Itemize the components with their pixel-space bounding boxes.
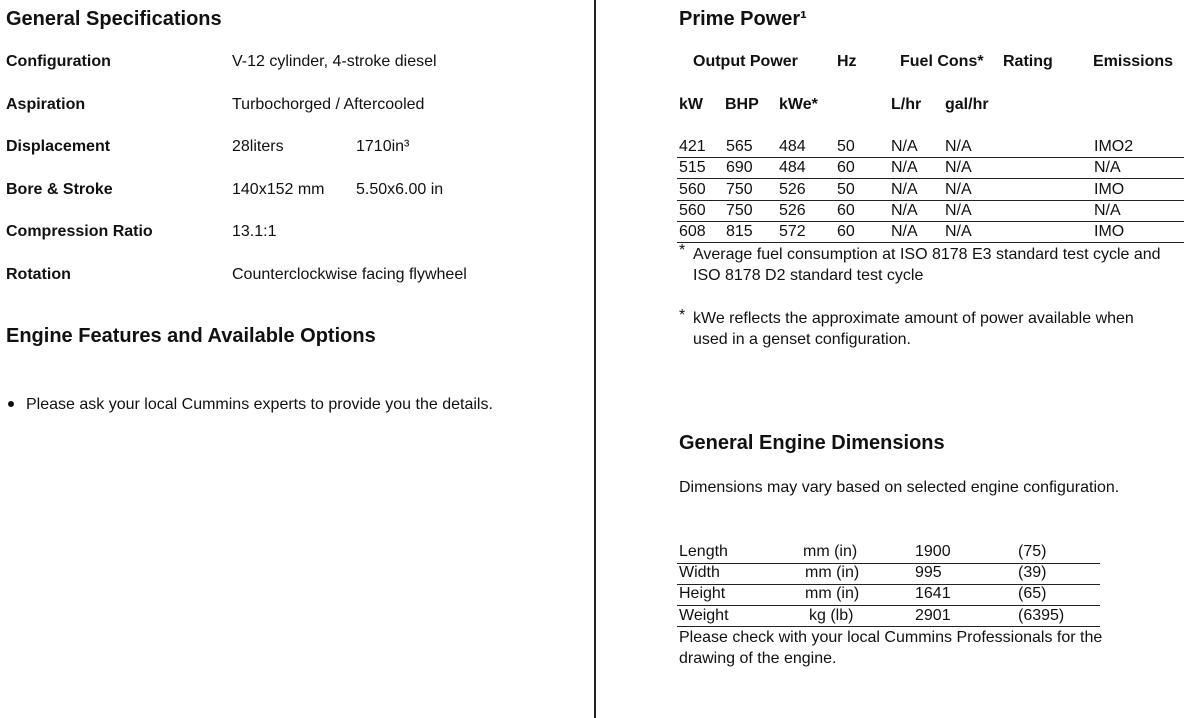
header-output-power: Output Power [693, 53, 798, 70]
dim-alt-value: (75) [1018, 543, 1047, 560]
cell-galhr: N/A [945, 202, 972, 219]
subheader-lhr: L/hr [891, 96, 922, 113]
spec-value-rotation: Counterclockwise facing flywheel [232, 266, 467, 283]
dim-name: Length [679, 543, 728, 560]
footnote-fuel-line2: ISO 8178 D2 standard test cycle [693, 267, 924, 284]
footnote-fuel-line1: Average fuel consumption at ISO 8178 E3 standard test cycle and [693, 246, 1161, 263]
row-divider [677, 221, 1184, 222]
cell-kwe: 484 [779, 159, 806, 176]
column-divider [594, 0, 596, 718]
cell-kwe: 526 [779, 202, 806, 219]
cell-hz: 50 [837, 181, 855, 198]
spec-value-aspiration: Turbochorged / Aftercooled [232, 96, 425, 113]
cell-galhr: N/A [945, 138, 972, 155]
subheader-kw: kW [679, 96, 703, 113]
cell-kw: 515 [679, 159, 706, 176]
cell-kwe: 572 [779, 223, 806, 240]
cell-kwe: 484 [779, 138, 806, 155]
bullet-icon [8, 401, 14, 407]
drawing-note-line2: drawing of the engine. [679, 650, 837, 667]
cell-bhp: 750 [726, 202, 753, 219]
spec-label-rotation: Rotation [6, 266, 71, 283]
spec-label-configuration: Configuration [6, 53, 111, 70]
drawing-note-line1: Please check with your local Cummins Professionals for the [679, 629, 1103, 646]
dim-value: 1900 [915, 543, 951, 560]
header-emissions: Emissions [1093, 53, 1174, 70]
dim-alt-value: (6395) [1018, 607, 1065, 624]
dimensions-title: General Engine Dimensions [679, 432, 945, 454]
dimensions-note: Dimensions may vary based on selected engine configuration. [679, 479, 1120, 496]
dim-value: 2901 [915, 607, 951, 624]
cell-emissions: N/A [1094, 159, 1121, 176]
cell-emissions: IMO [1094, 181, 1125, 198]
features-bullet-text: Please ask your local Cummins experts to provide you the details. [26, 396, 493, 413]
header-hz: Hz [837, 53, 857, 70]
cell-bhp: 690 [726, 159, 753, 176]
dim-name: Weight [679, 607, 729, 624]
subheader-galhr: gal/hr [945, 96, 989, 113]
general-specifications-title: General Specifications [6, 8, 222, 30]
spec-label-compression-ratio: Compression Ratio [6, 223, 153, 240]
header-rating: Rating [1003, 53, 1053, 70]
prime-power-title: Prime Power¹ [679, 8, 807, 30]
subheader-kwe: kWe* [779, 96, 818, 113]
dim-unit: mm (in) [803, 543, 858, 560]
cell-galhr: N/A [945, 181, 972, 198]
cell-kw: 421 [679, 138, 706, 155]
cell-lhr: N/A [891, 138, 918, 155]
cell-hz: 60 [837, 159, 855, 176]
dim-name: Width [679, 564, 720, 581]
spec-value-bore-stroke: 140x152 mm [232, 181, 325, 198]
spec-value2-displacement: 1710in³ [356, 138, 410, 155]
dim-name: Height [679, 585, 726, 602]
features-bullet-item [8, 396, 493, 414]
cell-galhr: N/A [945, 223, 972, 240]
cell-emissions: N/A [1094, 202, 1121, 219]
footnote-kwe-line1: kWe reflects the approximate amount of power available when [693, 310, 1134, 327]
subheader-bhp: BHP [725, 96, 759, 113]
spec-value-compression-ratio: 13.1:1 [232, 223, 277, 240]
dim-value: 1641 [915, 585, 951, 602]
spec-value-configuration: V-12 cylinder, 4-stroke diesel [232, 53, 437, 70]
cell-bhp: 815 [726, 223, 753, 240]
dim-value: 995 [915, 564, 942, 581]
cell-kw: 560 [679, 181, 706, 198]
dim-unit: mm (in) [805, 564, 860, 581]
cell-lhr: N/A [891, 181, 918, 198]
footnote-fuel-consumption [693, 244, 1193, 286]
cell-lhr: N/A [891, 202, 918, 219]
cell-lhr: N/A [891, 159, 918, 176]
row-divider [677, 605, 1100, 606]
spec-value2-bore-stroke: 5.50x6.00 in [356, 181, 444, 198]
engine-features-title: Engine Features and Available Options [6, 325, 376, 347]
dim-unit: kg (lb) [809, 607, 854, 624]
dim-unit: mm (in) [805, 585, 860, 602]
footnote-kwe [693, 308, 1193, 350]
footnote-star: * [679, 307, 686, 324]
cell-hz: 60 [837, 202, 855, 219]
footnote-star: * [679, 242, 686, 259]
cell-galhr: N/A [945, 159, 972, 176]
cell-lhr: N/A [891, 223, 918, 240]
row-divider [677, 200, 1184, 201]
row-divider [677, 178, 1184, 179]
cell-kw: 560 [679, 202, 706, 219]
footnote-kwe-line2: used in a genset configuration. [693, 331, 911, 348]
row-divider [677, 242, 1184, 243]
cell-hz: 50 [837, 138, 855, 155]
dim-alt-value: (39) [1018, 564, 1047, 581]
dim-alt-value: (65) [1018, 585, 1047, 602]
spec-label-aspiration: Aspiration [6, 96, 86, 113]
cell-hz: 60 [837, 223, 855, 240]
cell-kwe: 526 [779, 181, 806, 198]
cell-bhp: 750 [726, 181, 753, 198]
spec-value-displacement: 28liters [232, 138, 284, 155]
spec-label-displacement: Displacement [6, 138, 111, 155]
cell-kw: 608 [679, 223, 706, 240]
spec-label-bore-stroke: Bore & Stroke [6, 181, 113, 198]
row-divider [677, 157, 1184, 158]
header-fuel-cons: Fuel Cons* [900, 53, 984, 70]
cell-bhp: 565 [726, 138, 753, 155]
cell-emissions: IMO [1094, 223, 1125, 240]
cell-emissions: IMO2 [1094, 138, 1134, 155]
drawing-note [679, 627, 1179, 669]
